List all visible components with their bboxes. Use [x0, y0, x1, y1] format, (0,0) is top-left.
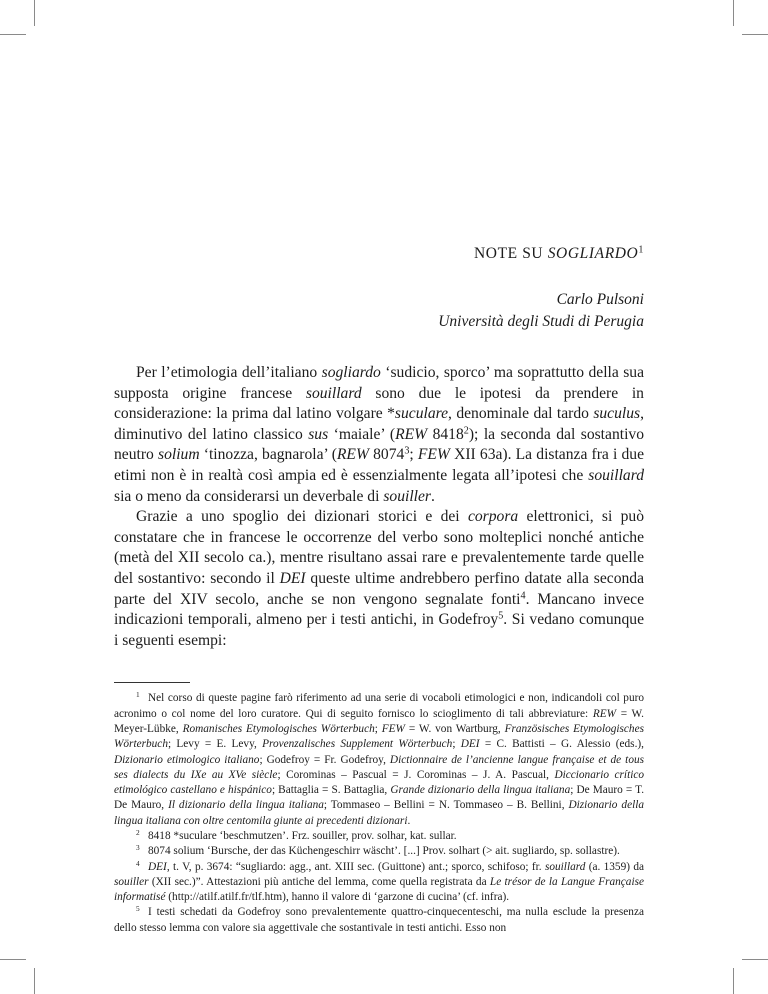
- footnote-ref: 1: [638, 244, 644, 256]
- footnote: $^3$ 8074 solium ‘Bursche, der das Küchengeschirr wäscht’. [...] Prov. solhart (> ait. sugliardo, sp. sollastre).: [136, 843, 620, 858]
- text-run: . Si vedano comunque i seguenti esempi:: [114, 611, 644, 649]
- footnote: $^1$ Nel corso di queste pagine farò riferimento ad una serie di vocaboli etimologici e non, indicandoli col puro acronimo o col nome del loro curatore. Qui di seguito fornisco lo scioglimento di tali abbreviature: REW = W. Meyer-Lübke, Romanisches Etymologisches Wörterbuch; FEW = W. von Wartburg, Französisches Etymologisches Wörterbuch; Levy = E. Levy, Provenzalisches Supplement Wörterbuch; DEI = C. Battisti – G. Alessio (eds.), Dizionario etimologico italiano; Godefroy = Fr. Godefroy, Dictionnaire de l’ancienne langue française et de tous ses dialects du IXe au XVe siècle; Corominas – Pascual = J. Corominas – J. A. Pascual, Diccionario crítico etimológico castellano e hispánico; Battaglia = S. Battaglia, Grande dizionario della lingua italiana; De Mauro = T. De Mauro, Il dizionario della lingua italiana; Tommaseo – Bellini = N. Tommaseo – B. Bellini, Dizionario della lingua italiana con oltre centomila giunte ai precedenti dizionari.: [114, 690, 645, 827]
- crop-mark: [34, 0, 35, 26]
- text-run: ; Corominas – Pascual = J. Corominas – J. A. Pascual,: [277, 768, 555, 781]
- text-run: , t. V, p. 3674: “sugliardo: agg., ant. XIII sec. (Guittone) ant.; sporco, schifoso; fr.: [166, 860, 545, 873]
- author-block: [114, 289, 644, 333]
- text-run: I testi schedati da Godefroy sono prevalentemente quattro-cinquecenteschi, ma nulla esclude la presenza dello stesso lemma con valore sia aggettivale che sostantivale in testi antichi. Esso non: [114, 906, 644, 934]
- text-run: ;: [409, 446, 418, 464]
- italic-term: REW: [395, 425, 428, 443]
- italic-term: Le trésor de la Langue Française informatisé: [114, 875, 644, 904]
- crop-mark: [742, 34, 768, 35]
- text-run: ; Godefroy = Fr. Godefroy,: [259, 753, 390, 766]
- italic-term: souiller: [114, 875, 149, 888]
- italic-term: suculare: [394, 405, 449, 423]
- italic-term: souillard: [305, 384, 362, 402]
- text-run: . Mancano invece indicazioni temporali, almeno per i testi antichi, in Godefroy: [114, 590, 645, 629]
- text-run: (a. 1359) da: [585, 860, 644, 873]
- italic-term: Diccionario crítico etimológico castellano e hispánico: [114, 768, 645, 797]
- footnote-ref: 2: [463, 425, 469, 437]
- italic-term: DEI: [460, 738, 480, 751]
- italic-term: FEW: [381, 722, 405, 735]
- italic-term: souiller: [383, 487, 431, 505]
- text-run: , denominale dal tardo: [448, 405, 594, 423]
- text-run: = W. Meyer-Lübke,: [114, 707, 645, 735]
- italic-term: Französisches Etymologisches Wörterbuch: [114, 722, 644, 751]
- italic-term: solium: [158, 446, 200, 464]
- italic-term: Grande dizionario della lingua italiana: [390, 784, 571, 797]
- text-run: sia o meno da considerarsi un deverbale di: [114, 487, 384, 505]
- crop-mark: [733, 0, 734, 26]
- text-run: ;: [452, 738, 461, 751]
- crop-mark: [34, 968, 35, 994]
- text-run: ‘maiale’ (: [328, 425, 396, 443]
- crop-mark: [733, 968, 734, 994]
- body-paragraph: [114, 363, 644, 507]
- text-run: XII 63a). La distanza fra i due etimi non è in realtà così ampia ed è essenzialmente legata all’ipotesi che: [114, 446, 644, 484]
- text-run: ; De Mauro = T. De Mauro,: [114, 784, 645, 812]
- author-affiliation: Università degli Studi di Perugia: [438, 313, 644, 330]
- italic-term: Dictionnaire de l’ancienne langue française et de tous ses dialects du IXe au XVe siècle: [114, 753, 645, 781]
- text-run: ; Tommaseo – Bellini = N. Tommaseo – B. Bellini,: [323, 799, 569, 812]
- text-run: = W. von Wartburg,: [404, 722, 505, 735]
- text-run: queste ultime andrebbero perfino datate alla seconda parte del XIV secolo, anche se non vengono segnalate fonti: [114, 569, 645, 608]
- body-paragraph: [114, 507, 644, 651]
- italic-term: sus: [308, 425, 329, 443]
- footnote-ref: 4: [520, 589, 526, 601]
- text-run: .: [431, 487, 435, 505]
- italic-term: sogliardo: [321, 364, 381, 381]
- text-run: Nel corso di queste pagine farò riferimento ad una serie di vocaboli etimologici e non, indicandoli col puro acronimo o col nome del loro curatore. Qui di seguito fornisco lo scioglimento di tali abbreviature:: [114, 692, 644, 720]
- crop-mark: [0, 34, 26, 35]
- footnote-ref: 5: [498, 610, 504, 622]
- footnote-separator: [114, 682, 190, 683]
- text-run: ; Battaglia = S. Battaglia,: [271, 784, 391, 797]
- italic-term: corpora: [467, 508, 519, 526]
- italic-term: Provenzalisches Supplement Wörterbuch: [262, 738, 453, 751]
- italic-term: Dizionario etimologico italiano: [114, 753, 260, 766]
- title-keyword: SOGLIARDO: [547, 245, 639, 262]
- italic-term: Il dizionario della lingua italiana: [168, 799, 324, 812]
- footnote: $^4$ DEI, t. V, p. 3674: “sugliardo: agg., ant. XIII sec. (Guittone) ant.; sporco, schifoso; fr. souillard (a. 1359) da souiller (XII sec.)”. Attestazioni più antiche del lemma, come quella registrata da Le trésor de la Langue Française informatisé (http://atilf.atilf.fr/tlf.htm), hanno il valore di ‘garzone di cucina’ (cf. infra).: [114, 858, 644, 904]
- italic-term: REW: [592, 707, 617, 720]
- footnote-ref: 3: [404, 445, 410, 457]
- text-run: 8418: [427, 425, 464, 443]
- text-run: sono due le ipotesi da prendere in considerazione: la prima dal latino volgare *: [114, 384, 644, 423]
- text-run: ); la seconda dal sostantivo neutro: [114, 425, 644, 464]
- footnote: $^2$ 8418 *suculare ‘beschmutzen’. Frz. souiller, prov. solhar, kat. sullar.: [136, 827, 457, 842]
- text-run: Per l’etimologia dell’italiano: [136, 364, 322, 381]
- italic-term: DEI: [148, 860, 167, 873]
- text-run: ‘sudicio, sporco’ ma soprattutto della sua supposta origine francese: [114, 364, 644, 402]
- text-run: 8074: [368, 446, 405, 464]
- text-run: 8418 *suculare ‘beschmutzen’. Frz. souiller, prov. solhar, kat. sullar.: [148, 829, 457, 842]
- text-run: ; Levy = E. Levy,: [167, 738, 263, 751]
- italic-term: DEI: [279, 569, 306, 587]
- italic-term: souillard: [544, 860, 586, 873]
- italic-term: Dizionario della lingua italiana con oltre centomila giunte ai precedenti dizionari: [114, 799, 645, 827]
- footnote: $^5$ I testi schedati da Godefroy sono prevalentemente quattro-cinquecenteschi, ma nulla esclude la presenza dello stesso lemma con valore sia aggettivale che sostantivale in testi antichi. Esso non: [114, 904, 644, 934]
- italic-term: Romanisches Etymologisches Wörterbuch: [182, 722, 375, 735]
- article-title: NOTE SU SOGLIARDO$^1$: [474, 244, 644, 262]
- text-run: .: [407, 814, 411, 827]
- italic-term: REW: [336, 446, 369, 464]
- article-page: [114, 245, 644, 936]
- text-run: (XII sec.)”. Attestazioni più antiche del lemma, come quella registrata da: [148, 875, 490, 888]
- crop-mark: [742, 959, 768, 960]
- author-name: Carlo Pulsoni: [556, 291, 644, 308]
- footnotes: [114, 691, 644, 936]
- article-body: [114, 363, 644, 651]
- text-run: = C. Battisti – G. Alessio (eds.),: [479, 738, 644, 751]
- text-run: , diminutivo del latino classico: [114, 405, 644, 443]
- italic-term: souillard: [588, 466, 644, 484]
- italic-term: suculus: [593, 405, 641, 423]
- text-run: 8074 solium ‘Bursche, der das Küchengeschirr wäscht’. [...] Prov. solhart (> ait. sugliardo, sp. sollastre).: [148, 845, 620, 858]
- text-run: Grazie a uno spoglio dei dizionari storici e dei: [136, 508, 468, 526]
- text-run: (http://atilf.atilf.fr/tlf.htm), hanno il valore di ‘garzone di cucina’ (cf. infra).: [165, 891, 510, 904]
- crop-mark: [0, 959, 26, 960]
- text-run: ;: [374, 722, 382, 735]
- italic-term: FEW: [417, 446, 450, 464]
- text-run: elettronici, si può constatare che in francese le occorrenze del verbo sono molteplici nonché antiche (metà del XII secolo ca.), mentre risultano assai rare e prevalentemente tarde quelle del sostantivo: secondo il: [114, 508, 644, 587]
- text-run: ‘tinozza, bagnarola’ (: [199, 446, 337, 464]
